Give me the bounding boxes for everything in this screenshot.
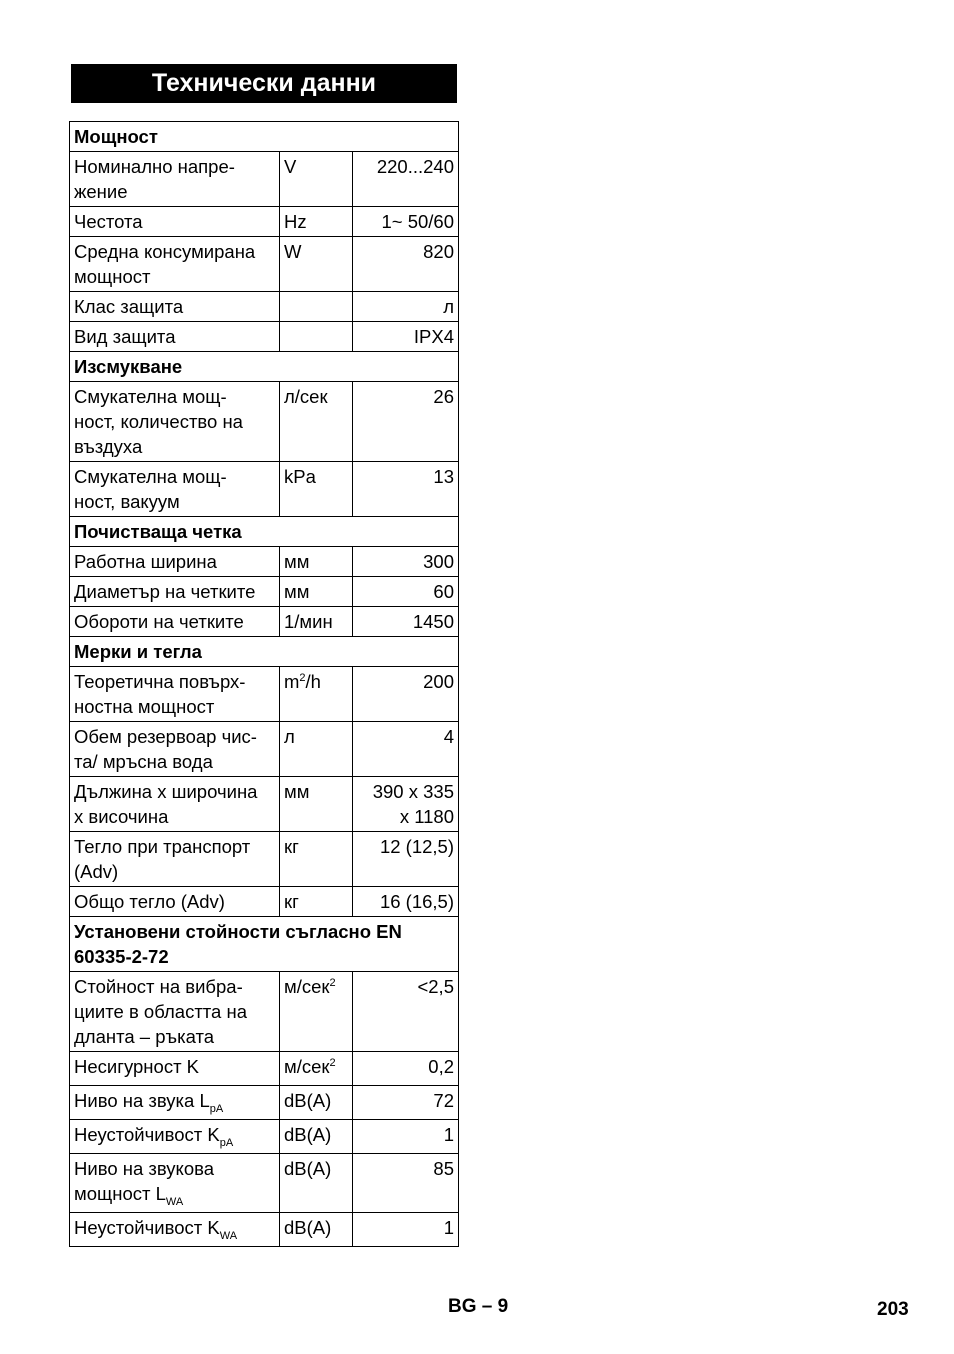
param-label: Номинално напре- жение xyxy=(70,152,280,207)
param-unit: dB(A) xyxy=(280,1154,353,1213)
param-unit xyxy=(280,292,353,322)
param-unit: л xyxy=(280,722,353,777)
table-row xyxy=(70,237,459,292)
table-row xyxy=(70,972,459,1052)
param-label: Стойност на вибра- циите в областта на дланта – ръката xyxy=(70,972,280,1052)
section-heading-row xyxy=(70,917,459,972)
param-unit xyxy=(280,322,353,352)
table-row xyxy=(70,887,459,917)
param-value: 200 xyxy=(353,667,459,722)
param-unit: $m^2/h$ xyxy=(280,667,353,722)
table-row xyxy=(70,547,459,577)
param-value: 26 xyxy=(353,382,459,462)
param-value: 60 xyxy=(353,577,459,607)
param-label: Общо тегло (Adv) xyxy=(70,887,280,917)
table-row xyxy=(70,462,459,517)
section-heading: Мощност xyxy=(70,122,459,152)
param-value: 0,2 xyxy=(353,1052,459,1086)
table-row xyxy=(70,722,459,777)
param-value: <2,5 xyxy=(353,972,459,1052)
param-unit: kPa xyxy=(280,462,353,517)
param-label: Вид защита xyxy=(70,322,280,352)
table-row xyxy=(70,382,459,462)
param-label: Неустойчивост $K_{WA}$ xyxy=(70,1213,280,1247)
param-unit: dB(A) xyxy=(280,1213,353,1247)
param-label: Честота xyxy=(70,207,280,237)
section-heading-row xyxy=(70,637,459,667)
table-row xyxy=(70,777,459,832)
section-heading-row xyxy=(70,122,459,152)
param-value: IPX4 xyxy=(353,322,459,352)
table-row xyxy=(70,152,459,207)
param-unit: V xyxy=(280,152,353,207)
param-unit: кг xyxy=(280,887,353,917)
param-label: Несигурност K xyxy=(70,1052,280,1086)
param-label: Средна консумирана мощност xyxy=(70,237,280,292)
param-value: 1 xyxy=(353,1213,459,1247)
section-heading: Установени стойности съгласно EN 60335-2-72 xyxy=(70,917,459,972)
param-unit: мм xyxy=(280,547,353,577)
param-label: Диаметър на четките xyxy=(70,577,280,607)
param-value: 390 x 335 x 1180 xyxy=(353,777,459,832)
param-unit: dB(A) xyxy=(280,1086,353,1120)
param-value: 85 xyxy=(353,1154,459,1213)
param-value: 220...240 xyxy=(353,152,459,207)
param-unit: Hz xyxy=(280,207,353,237)
param-value: 16 (16,5) xyxy=(353,887,459,917)
param-value: 13 xyxy=(353,462,459,517)
table-row xyxy=(70,667,459,722)
technical-data-table xyxy=(69,121,459,1247)
table-row xyxy=(70,1120,459,1154)
param-label: Обем резервоар чис- та/ мръсна вода xyxy=(70,722,280,777)
footer-page-number: 203 xyxy=(877,1299,909,1320)
param-value: 12 (12,5) xyxy=(353,832,459,887)
table-row xyxy=(70,322,459,352)
param-value: 820 xyxy=(353,237,459,292)
section-heading: Почистваща четка xyxy=(70,517,459,547)
param-unit: л/сек xyxy=(280,382,353,462)
param-value: 1 xyxy=(353,1120,459,1154)
section-heading: Изсмукване xyxy=(70,352,459,382)
table-row xyxy=(70,292,459,322)
param-label: Обороти на четките xyxy=(70,607,280,637)
param-unit: W xyxy=(280,237,353,292)
param-unit: м/сек$^2$ xyxy=(280,1052,353,1086)
section-heading-row xyxy=(70,352,459,382)
param-label: Тегло при транспорт (Adv) xyxy=(70,832,280,887)
table-row xyxy=(70,1213,459,1247)
param-unit: кг xyxy=(280,832,353,887)
param-label: Работна ширина xyxy=(70,547,280,577)
table-row xyxy=(70,207,459,237)
table-row xyxy=(70,1052,459,1086)
table-row xyxy=(70,607,459,637)
param-value: л xyxy=(353,292,459,322)
table-row xyxy=(70,577,459,607)
param-value: 4 xyxy=(353,722,459,777)
param-label: Смукателна мощ- ност, вакуум xyxy=(70,462,280,517)
section-heading: Мерки и тегла xyxy=(70,637,459,667)
table-row xyxy=(70,1086,459,1120)
param-value: 1~ 50/60 xyxy=(353,207,459,237)
param-unit: мм xyxy=(280,777,353,832)
param-value: 72 xyxy=(353,1086,459,1120)
param-label: Смукателна мощ- ност, количество на въздуха xyxy=(70,382,280,462)
page-title: Технически данни xyxy=(71,64,457,103)
footer-section-label: BG – 9 xyxy=(448,1296,509,1317)
param-label: Ниво на звукова мощност $L_{WA}$ xyxy=(70,1154,280,1213)
section-heading-row xyxy=(70,517,459,547)
param-label: Неустойчивост $K_{pA}$ xyxy=(70,1120,280,1154)
param-unit: dB(A) xyxy=(280,1120,353,1154)
param-value: 300 xyxy=(353,547,459,577)
param-label: Дължина x широчина x височина xyxy=(70,777,280,832)
param-unit: м/сек$^2$ xyxy=(280,972,353,1052)
param-unit: 1/мин xyxy=(280,607,353,637)
param-value: 1450 xyxy=(353,607,459,637)
table-row xyxy=(70,832,459,887)
technical-data-body xyxy=(70,122,459,1247)
table-row xyxy=(70,1154,459,1213)
param-unit: мм xyxy=(280,577,353,607)
param-label: Ниво на звука $L_{pA}$ xyxy=(70,1086,280,1120)
param-label: Клас защита xyxy=(70,292,280,322)
param-label: Теоретична повърх- ностна мощност xyxy=(70,667,280,722)
